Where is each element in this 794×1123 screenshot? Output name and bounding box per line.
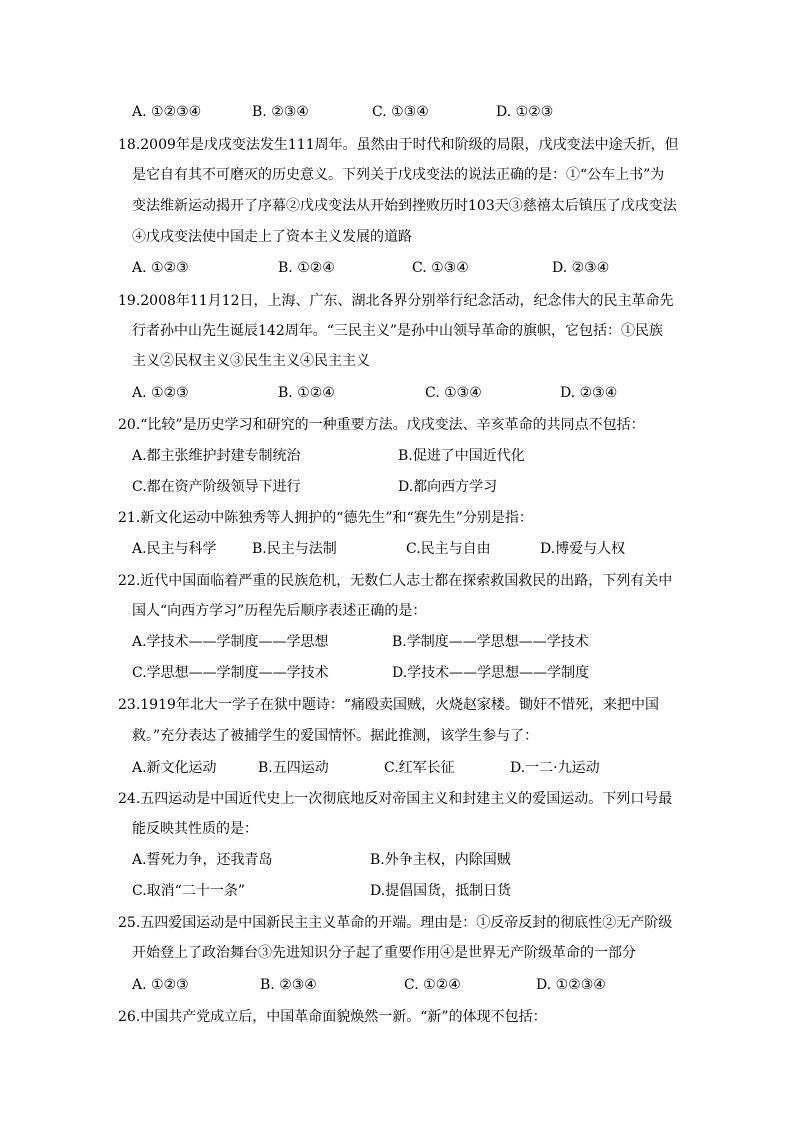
option-d: D.都向西方学习 xyxy=(398,479,498,495)
option-c: C. ①②④ xyxy=(404,977,461,993)
option-c: C. ①③④ xyxy=(425,385,482,401)
option-a: A. ①②③ xyxy=(132,260,189,276)
option-c: C. ①③④ xyxy=(372,104,429,120)
option-b: B.五四运动 xyxy=(258,760,329,776)
option-c: C.民主与自由 xyxy=(406,541,491,557)
option-d: D.博爱与人权 xyxy=(540,541,626,557)
option-b: B.外争主权，内除国贼 xyxy=(370,852,511,868)
question-19-line-2: 行者孙中山先生诞辰142周年。“三民主义”是孙中山领导革命的旗帜，它包括：①民族 xyxy=(132,323,664,339)
question-18-line-3: 变法维新运动揭开了序幕②戊戌变法从开始到挫败历时103天③慈禧太后镇压了戊戌变法 xyxy=(132,198,677,214)
option-a: A.民主与科学 xyxy=(132,541,217,557)
option-d: D.提倡国货，抵制日货 xyxy=(370,883,512,899)
option-d: D. ①②③ xyxy=(496,104,554,120)
option-c: C.学思想——学制度——学技术 xyxy=(132,665,329,681)
question-19-line-3: 主义②民权主义③民生主义④民主主义 xyxy=(132,353,370,369)
question-20-line-1: 20.“比较”是历史学习和研究的一种重要方法。戊戌变法、辛亥革命的共同点不包括： xyxy=(118,417,645,433)
option-b: B.学制度——学思想——学技术 xyxy=(392,634,589,650)
question-26-line-1: 26.中国共产党成立后，中国革命面貌焕然一新。“新”的体现不包括： xyxy=(118,1009,547,1025)
option-a: A.誓死力争，还我青岛 xyxy=(132,852,273,868)
option-d: D.一二·九运动 xyxy=(510,760,600,776)
option-c: C.都在资产阶级领导下进行 xyxy=(132,479,301,495)
question-23-line-2: 救。”充分表达了被捕学生的爱国情怀。据此推测，该学生参与了： xyxy=(132,728,539,744)
question-18-line-4: ④戊戌变法使中国走上了资本主义发展的道路 xyxy=(132,229,412,245)
question-22-line-2: 国人“向西方学习”历程先后顺序表述正确的是： xyxy=(132,603,427,619)
option-a: A.学技术——学制度——学思想 xyxy=(132,634,329,650)
option-d: D.学技术——学思想——学制度 xyxy=(392,665,590,681)
option-a: A. ①②③④ xyxy=(132,104,202,120)
question-18-line-2: 是它自有其不可磨灭的历史意义。下列关于戊戌变法的说法正确的是：①“公车上书”为 xyxy=(132,167,665,183)
option-b: B.促进了中国近代化 xyxy=(398,448,525,464)
question-18-line-1: 18.2009年是戊戌变法发生111周年。虽然由于时代和阶级的局限，戊戌变法中途夭折，但 xyxy=(118,137,679,153)
option-c: C. ①③④ xyxy=(412,260,469,276)
option-a: A.新文化运动 xyxy=(132,760,217,776)
option-d: D. ②③④ xyxy=(560,385,618,401)
question-19-line-1: 19.2008年11月12日，上海、广东、湖北各界分别举行纪念活动，纪念伟大的民主革命先 xyxy=(118,293,674,309)
option-b: B. ①②④ xyxy=(278,385,335,401)
option-b: B. ②③④ xyxy=(252,104,309,120)
question-25-line-1: 25.五四爱国运动是中国新民主主义革命的开端。理由是：①反帝反封的彻底性②无产阶级 xyxy=(118,915,673,931)
question-21-line-1: 21.新文化运动中陈独秀等人拥护的“德先生”和“赛先生”分别是指： xyxy=(118,510,533,526)
question-23-line-1: 23.1919年北大一学子在狱中题诗：“痛殴卖国贼，火烧赵家楼。锄奸不惜死，来把中国 xyxy=(118,697,660,713)
option-b: B. ②③④ xyxy=(260,977,317,993)
option-d: D. ②③④ xyxy=(552,260,610,276)
question-25-line-2: 开始登上了政治舞台③先进知识分子起了重要作用④是世界无产阶级革命的一部分 xyxy=(132,945,636,961)
question-22-line-1: 22.近代中国面临着严重的民族危机，无数仁人志士都在探索救国救民的出路，下列有关中 xyxy=(118,573,673,589)
option-b: B.民主与法制 xyxy=(252,541,337,557)
option-a: A. ①②③ xyxy=(132,385,189,401)
option-c: C.红军长征 xyxy=(384,760,455,776)
question-24-line-1: 24.五四运动是中国近代史上一次彻底地反对帝国主义和封建主义的爱国运动。下列口号最 xyxy=(118,791,673,807)
option-a: A.都主张维护封建专制统治 xyxy=(132,448,301,464)
option-b: B. ①②④ xyxy=(278,260,335,276)
option-a: A. ①②③ xyxy=(132,977,189,993)
question-24-line-2: 能反映其性质的是： xyxy=(132,821,258,837)
option-d: D. ①②③④ xyxy=(536,977,606,993)
option-c: C.取消“二十一条” xyxy=(132,883,245,899)
